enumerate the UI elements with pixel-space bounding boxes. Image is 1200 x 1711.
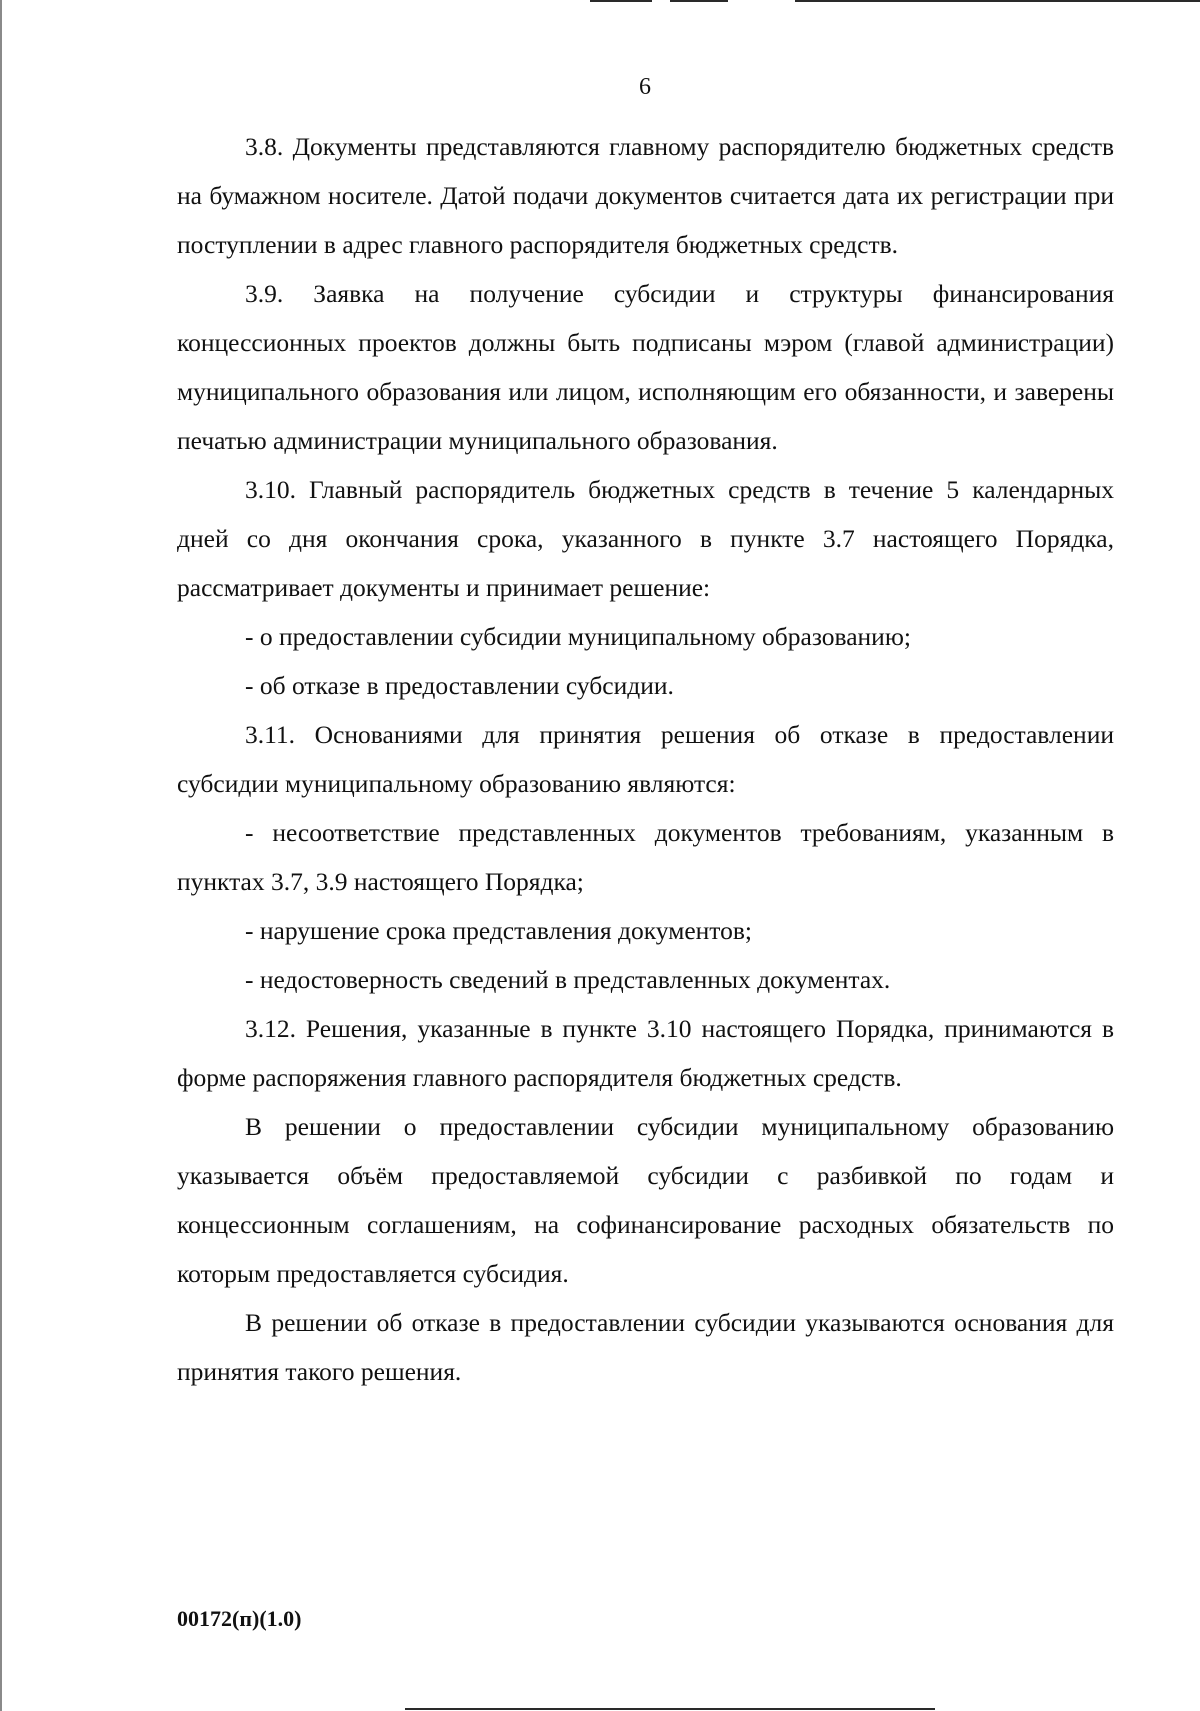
list-item-grant-refusal: - об отказе в предоставлении субсидии. <box>245 671 674 700</box>
paragraph-grant-decision: В решении о предоставлении субсидии муниципальному образованию указывается объём предоставляемой субсидии с разбивкой по годам и концессионным соглашениям, на софинансирование расходных обязательств по которым предоставляется субсидия. <box>177 1112 1114 1288</box>
paragraph-3-9: 3.9. Заявка на получение субсидии и структуры финансирования концессионных проектов должны быть подписаны мэром (главой администрации) муниципального образования или лицом, исполняющим его обязанности, и заверены печатью администрации муниципального образования. <box>177 279 1114 455</box>
scan-edge-left <box>0 0 2 1711</box>
list-item-false-information: - недостоверность сведений в представленных документах. <box>245 965 891 994</box>
scan-line-top-3 <box>795 0 1200 2</box>
list-item-grant-approval: - о предоставлении субсидии муниципальному образованию; <box>245 622 911 651</box>
paragraph-3-10: 3.10. Главный распорядитель бюджетных средств в течение 5 календарных дней со дня окончания срока, указанного в пункте 3.7 настоящего Порядка, рассматривает документы и принимает решение: <box>177 475 1114 602</box>
scan-line-top-1 <box>590 0 652 2</box>
list-item-deadline-violation: - нарушение срока представления документов; <box>245 916 752 945</box>
document-code: 00172(п)(1.0) <box>177 1606 302 1631</box>
paragraph-3-12: 3.12. Решения, указанные в пункте 3.10 настоящего Порядка, принимаются в форме распоряжения главного распорядителя бюджетных средств. <box>177 1014 1114 1092</box>
paragraph-refusal-decision: В решении об отказе в предоставлении субсидии указываются основания для принятия такого решения. <box>177 1308 1114 1386</box>
scan-line-bottom-1 <box>405 1708 935 1710</box>
paragraph-3-8: 3.8. Документы представляются главному распорядителю бюджетных средств на бумажном носителе. Датой подачи документов считается дата их регистрации при поступлении в адрес главного распорядителя бюджетных средств. <box>177 132 1114 259</box>
paragraph-3-11: 3.11. Основаниями для принятия решения об отказе в предоставлении субсидии муниципальному образованию являются: <box>177 720 1114 798</box>
page-number: 6 <box>639 74 651 100</box>
list-item-document-mismatch: - несоответствие представленных документов требованиям, указанным в пунктах 3.7, 3.9 настоящего Порядка; <box>177 818 1114 896</box>
document-body <box>177 122 1114 1396</box>
scan-line-top-2 <box>670 0 728 2</box>
